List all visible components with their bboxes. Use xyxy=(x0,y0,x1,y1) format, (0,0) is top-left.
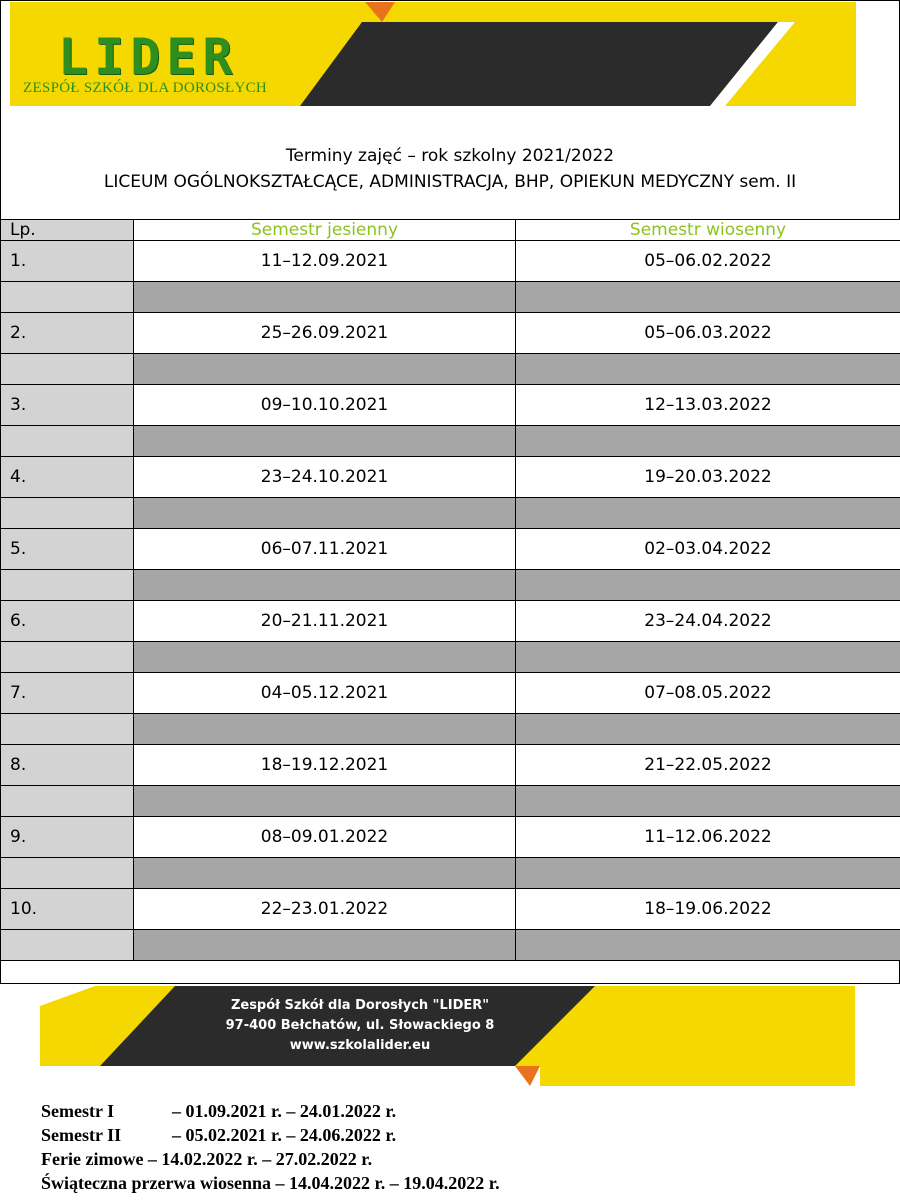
footer-address: 97-400 Bełchatów, ul. Słowackiego 8 xyxy=(225,1018,495,1033)
spacer-cell xyxy=(134,354,516,385)
cell-spring: 02–03.04.2022 xyxy=(516,529,900,570)
spacer-cell xyxy=(516,930,900,961)
spacer-cell xyxy=(516,426,900,457)
cell-lp: 10. xyxy=(1,889,134,930)
cell-lp: 3. xyxy=(1,385,134,426)
header-banner xyxy=(10,2,856,106)
spacer-cell xyxy=(516,858,900,889)
cell-autumn: 08–09.01.2022 xyxy=(134,817,516,858)
table-spacer-row xyxy=(1,930,900,961)
spacer-cell xyxy=(1,786,134,817)
table-row xyxy=(1,745,900,786)
table-row xyxy=(1,313,900,354)
cell-autumn: 11–12.09.2021 xyxy=(134,241,516,282)
cell-autumn: 23–24.10.2021 xyxy=(134,457,516,498)
spacer-cell xyxy=(134,930,516,961)
cell-autumn: 20–21.11.2021 xyxy=(134,601,516,642)
header-spring: Semestr wiosenny xyxy=(516,220,900,241)
semester-notes xyxy=(41,1099,500,1195)
table-row xyxy=(1,385,900,426)
spacer-cell xyxy=(134,714,516,745)
cell-lp: 6. xyxy=(1,601,134,642)
cell-spring: 11–12.06.2022 xyxy=(516,817,900,858)
spacer-cell xyxy=(134,858,516,889)
cell-autumn: 04–05.12.2021 xyxy=(134,673,516,714)
cell-autumn: 09–10.10.2021 xyxy=(134,385,516,426)
cell-spring: 23–24.04.2022 xyxy=(516,601,900,642)
table-row xyxy=(1,241,900,282)
table-row xyxy=(1,529,900,570)
note-easter-break: Świąteczna przerwa wiosenna – 14.04.2022 r. – 19.04.2022 r. xyxy=(41,1173,500,1193)
note-winter-break: Ferie zimowe – 14.02.2022 r. – 27.02.2022 r. xyxy=(41,1149,373,1169)
cell-lp: 7. xyxy=(1,673,134,714)
spacer-cell xyxy=(1,930,134,961)
spacer-cell xyxy=(516,570,900,601)
footer-contact xyxy=(0,996,720,1056)
cell-spring: 05–06.03.2022 xyxy=(516,313,900,354)
spacer-cell xyxy=(1,426,134,457)
logo-subtitle: ZESPÓŁ SZKÓŁ DLA DOROSŁYCH xyxy=(23,80,268,96)
spacer-cell xyxy=(134,570,516,601)
cell-spring: 19–20.03.2022 xyxy=(516,457,900,498)
note-semester-2 xyxy=(41,1123,500,1147)
spacer-cell xyxy=(1,282,134,313)
table-row xyxy=(1,817,900,858)
table-row xyxy=(1,601,900,642)
spacer-cell xyxy=(516,786,900,817)
cell-spring: 05–06.02.2022 xyxy=(516,241,900,282)
spacer-cell xyxy=(1,570,134,601)
cell-lp: 9. xyxy=(1,817,134,858)
cell-lp: 2. xyxy=(1,313,134,354)
spacer-cell xyxy=(516,498,900,529)
table-header-row xyxy=(1,220,900,241)
cell-lp: 1. xyxy=(1,241,134,282)
note-semester-1 xyxy=(41,1099,500,1123)
table-spacer-row xyxy=(1,858,900,889)
spacer-cell xyxy=(134,786,516,817)
title-line-2: LICEUM OGÓLNOKSZTAŁCĄCE, ADMINISTRACJA, BHP, OPIEKUN MEDYCZNY sem. II xyxy=(103,172,797,192)
note-semester-2-value: – 05.02.2021 r. – 24.06.2022 r. xyxy=(172,1125,397,1145)
spacer-cell xyxy=(1,858,134,889)
spacer-cell xyxy=(1,714,134,745)
table-spacer-row xyxy=(1,498,900,529)
cell-lp: 4. xyxy=(1,457,134,498)
cell-lp: 8. xyxy=(1,745,134,786)
spacer-cell xyxy=(1,354,134,385)
spacer-cell xyxy=(134,642,516,673)
spacer-cell xyxy=(516,282,900,313)
table-row xyxy=(1,889,900,930)
table-spacer-row xyxy=(1,426,900,457)
note-semester-2-label: Semestr II xyxy=(41,1125,122,1145)
cell-spring: 07–08.05.2022 xyxy=(516,673,900,714)
cell-autumn: 06–07.11.2021 xyxy=(134,529,516,570)
spacer-cell xyxy=(1,498,134,529)
table-spacer-row xyxy=(1,786,900,817)
cell-spring: 12–13.03.2022 xyxy=(516,385,900,426)
note-semester-1-label: Semestr I xyxy=(41,1101,115,1121)
cell-spring: 18–19.06.2022 xyxy=(516,889,900,930)
cell-spring: 21–22.05.2022 xyxy=(516,745,900,786)
spacer-cell xyxy=(516,642,900,673)
cell-lp: 5. xyxy=(1,529,134,570)
cell-autumn: 25–26.09.2021 xyxy=(134,313,516,354)
table-spacer-row xyxy=(1,714,900,745)
cell-autumn: 22–23.01.2022 xyxy=(134,889,516,930)
logo: LIDER xyxy=(58,28,239,86)
header-lp: Lp. xyxy=(1,220,134,241)
footer-website: www.szkolalider.eu xyxy=(289,1038,431,1053)
footer-school-name: Zespół Szkół dla Dorosłych "LIDER" xyxy=(230,998,490,1013)
table-spacer-row xyxy=(1,354,900,385)
table-spacer-row xyxy=(1,642,900,673)
table-spacer-row xyxy=(1,282,900,313)
spacer-cell xyxy=(134,282,516,313)
spacer-cell xyxy=(1,642,134,673)
table-spacer-row xyxy=(1,570,900,601)
spacer-cell xyxy=(134,426,516,457)
table-row xyxy=(1,457,900,498)
spacer-cell xyxy=(516,714,900,745)
title-line-1: Terminy zajęć – rok szkolny 2021/2022 xyxy=(285,146,615,166)
page-title xyxy=(0,143,900,195)
schedule-table xyxy=(0,219,900,961)
header-autumn: Semestr jesienny xyxy=(134,220,516,241)
spacer-cell xyxy=(134,498,516,529)
cell-autumn: 18–19.12.2021 xyxy=(134,745,516,786)
note-semester-1-value: – 01.09.2021 r. – 24.01.2022 r. xyxy=(172,1101,397,1121)
table-row xyxy=(1,673,900,714)
spacer-cell xyxy=(516,354,900,385)
